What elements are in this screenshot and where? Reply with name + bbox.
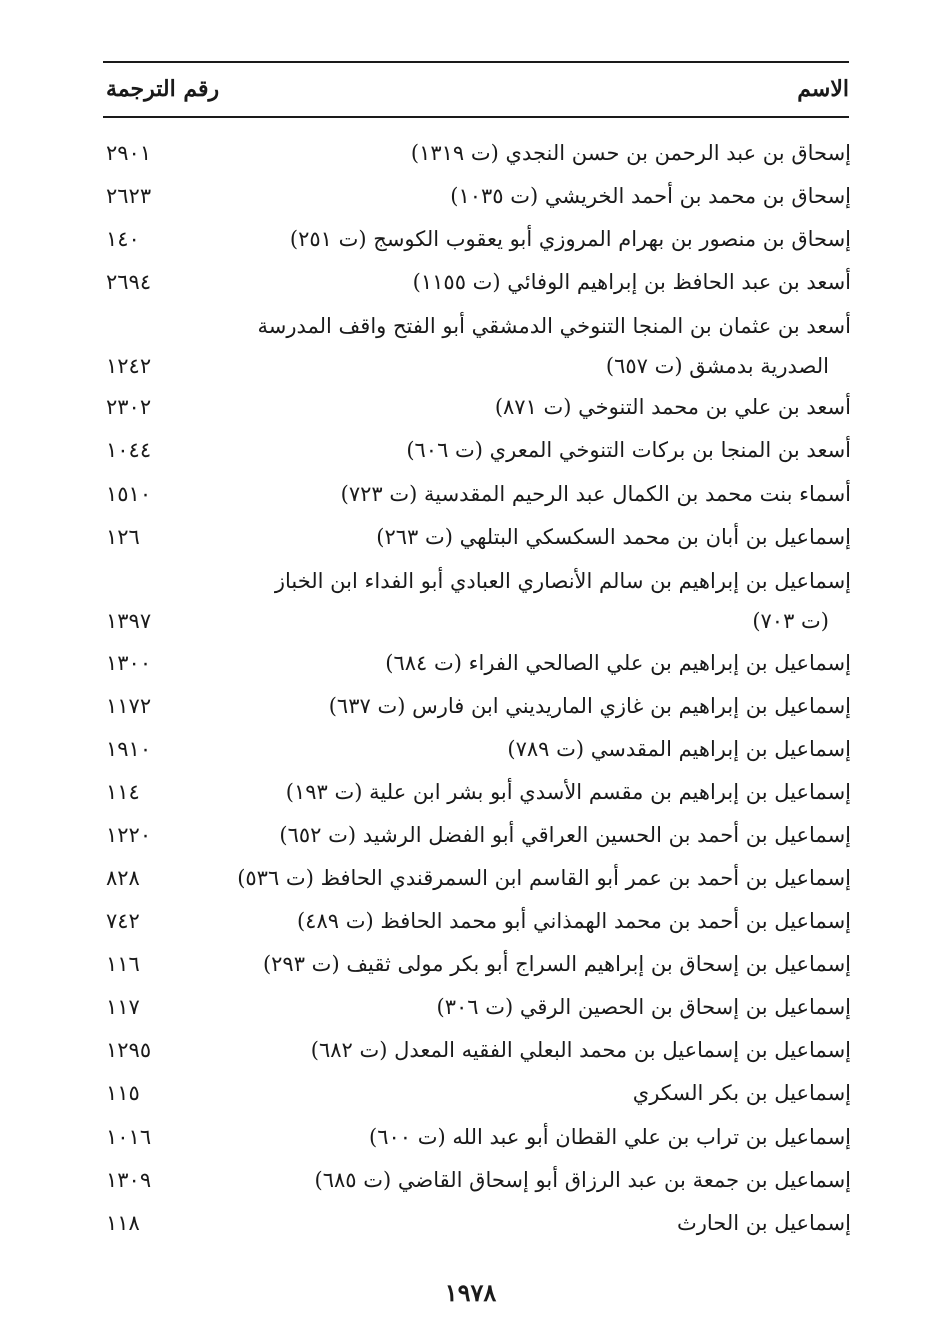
top-rule <box>103 61 849 63</box>
entry-number: ١٣٩٧ <box>106 609 152 633</box>
entry-name-line1: إسماعيل بن إبراهيم بن سالم الأنصاري العبادي أبو الفداء ابن الخباز <box>274 569 851 593</box>
entry-number: ١٢٦ <box>106 525 140 549</box>
entry-number: ١٢٤٢ <box>106 354 152 378</box>
entry-number: ١٢٢٠ <box>106 823 152 847</box>
entry-number: ٢٣٠٢ <box>106 395 152 419</box>
entry-name <box>211 561 851 641</box>
entry-number: ٢٩٠١ <box>106 141 152 165</box>
entry-name: إسحاق بن محمد بن أحمد الخريشي (ت ١٠٣٥) <box>450 184 851 208</box>
entry-number: ١٠١٦ <box>106 1125 152 1149</box>
entry-name: أسعد بن علي بن محمد التنوخي (ت ٨٧١) <box>494 395 851 419</box>
entry-number: ١٠٤٤ <box>106 438 152 462</box>
entry-name: إسماعيل بن إبراهيم بن غازي الماريديني ابن فارس (ت ٦٣٧) <box>328 694 851 718</box>
entry-name: إسحاق بن عبد الرحمن بن حسن النجدي (ت ١٣١٩) <box>410 141 851 165</box>
entry-name: إسماعيل بن أحمد بن عمر أبو القاسم ابن السمرقندي الحافظ (ت ٥٣٦) <box>237 866 851 890</box>
entry-name: إسماعيل بن تراب بن علي القطان أبو عبد الله (ت ٦٠٠) <box>369 1125 851 1149</box>
entry-number: ١٣٠٠ <box>106 651 152 675</box>
entry-name: إسماعيل بن الحارث <box>676 1211 851 1235</box>
entry-name: إسماعيل بن إسحاق بن الحصين الرقي (ت ٣٠٦) <box>436 995 851 1019</box>
entry-number: ١١٤ <box>106 780 140 804</box>
entry-number: ٢٦٩٤ <box>106 270 152 294</box>
entry-number: ١٣٠٩ <box>106 1168 152 1192</box>
entry-number: ١١٨ <box>106 1211 140 1235</box>
entry-name: إسماعيل بن أبان بن محمد السكسكي البتلهي (ت ٢٦٣) <box>376 525 851 549</box>
entry-name: أسعد بن عبد الحافظ بن إبراهيم الوفائي (ت ١١٥٥) <box>412 270 851 294</box>
entry-number: ١٥١٠ <box>106 482 152 506</box>
entry-number: ٧٤٢ <box>106 909 140 933</box>
entry-name-line1: أسعد بن عثمان بن المنجا التنوخي الدمشقي أبو الفتح واقف المدرسة <box>257 314 851 338</box>
entry-name: أسعد بن المنجا بن بركات التنوخي المعري (ت ٦٠٦) <box>406 438 851 462</box>
entry-name: إسماعيل بن إبراهيم بن مقسم الأسدي أبو بشر ابن علية (ت ١٩٣) <box>285 780 851 804</box>
page-number: ١٩٧٨ <box>444 1278 497 1307</box>
entry-number: ١١٦ <box>106 952 140 976</box>
entry-number: ١١٧ <box>106 995 140 1019</box>
entry-name-line2: الصدرية بدمشق (ت ٦٥٧) <box>605 354 829 378</box>
entry-name: إسماعيل بن إبراهيم المقدسي (ت ٧٨٩) <box>507 737 851 761</box>
entry-number: ١٤٠ <box>106 227 140 251</box>
entry-name: إسماعيل بن جمعة بن عبد الرزاق أبو إسحاق القاضي (ت ٦٨٥) <box>314 1168 851 1192</box>
header-rule <box>103 116 849 118</box>
entry-number: ١١٧٢ <box>106 694 152 718</box>
entry-name: إسماعيل بن إسحاق بن إبراهيم السراج أبو بكر مولى ثقيف (ت ٢٩٣) <box>262 952 851 976</box>
entry-name: إسماعيل بن بكر السكري <box>632 1081 851 1105</box>
entry-name: إسماعيل بن إبراهيم بن علي الصالحي الفراء (ت ٦٨٤) <box>385 651 851 675</box>
entry-name <box>211 306 851 386</box>
entry-number: ١٢٩٥ <box>106 1038 152 1062</box>
entry-number: ١١٥ <box>106 1081 140 1105</box>
entry-name: إسماعيل بن أحمد بن الحسين العراقي أبو الفضل الرشيد (ت ٦٥٢) <box>279 823 851 847</box>
entry-number: ٨٢٨ <box>106 866 140 890</box>
entry-name: إسحاق بن منصور بن بهرام المروزي أبو يعقوب الكوسج (ت ٢٥١) <box>289 227 851 251</box>
column-header-name: الاسم <box>797 76 849 102</box>
entry-name: إسماعيل بن أحمد بن محمد الهمذاني أبو محمد الحافظ (ت ٤٨٩) <box>296 909 851 933</box>
entry-number: ٢٦٢٣ <box>106 184 152 208</box>
column-header-number: رقم الترجمة <box>106 76 220 102</box>
entry-name-line2: (ت ٧٠٣) <box>752 609 829 633</box>
entry-name: إسماعيل بن إسماعيل بن محمد البعلي الفقيه المعدل (ت ٦٨٢) <box>310 1038 851 1062</box>
entry-number: ١٩١٠ <box>106 737 152 761</box>
entry-name: أسماء بنت محمد بن الكمال عبد الرحيم المقدسية (ت ٧٢٣) <box>340 482 851 506</box>
